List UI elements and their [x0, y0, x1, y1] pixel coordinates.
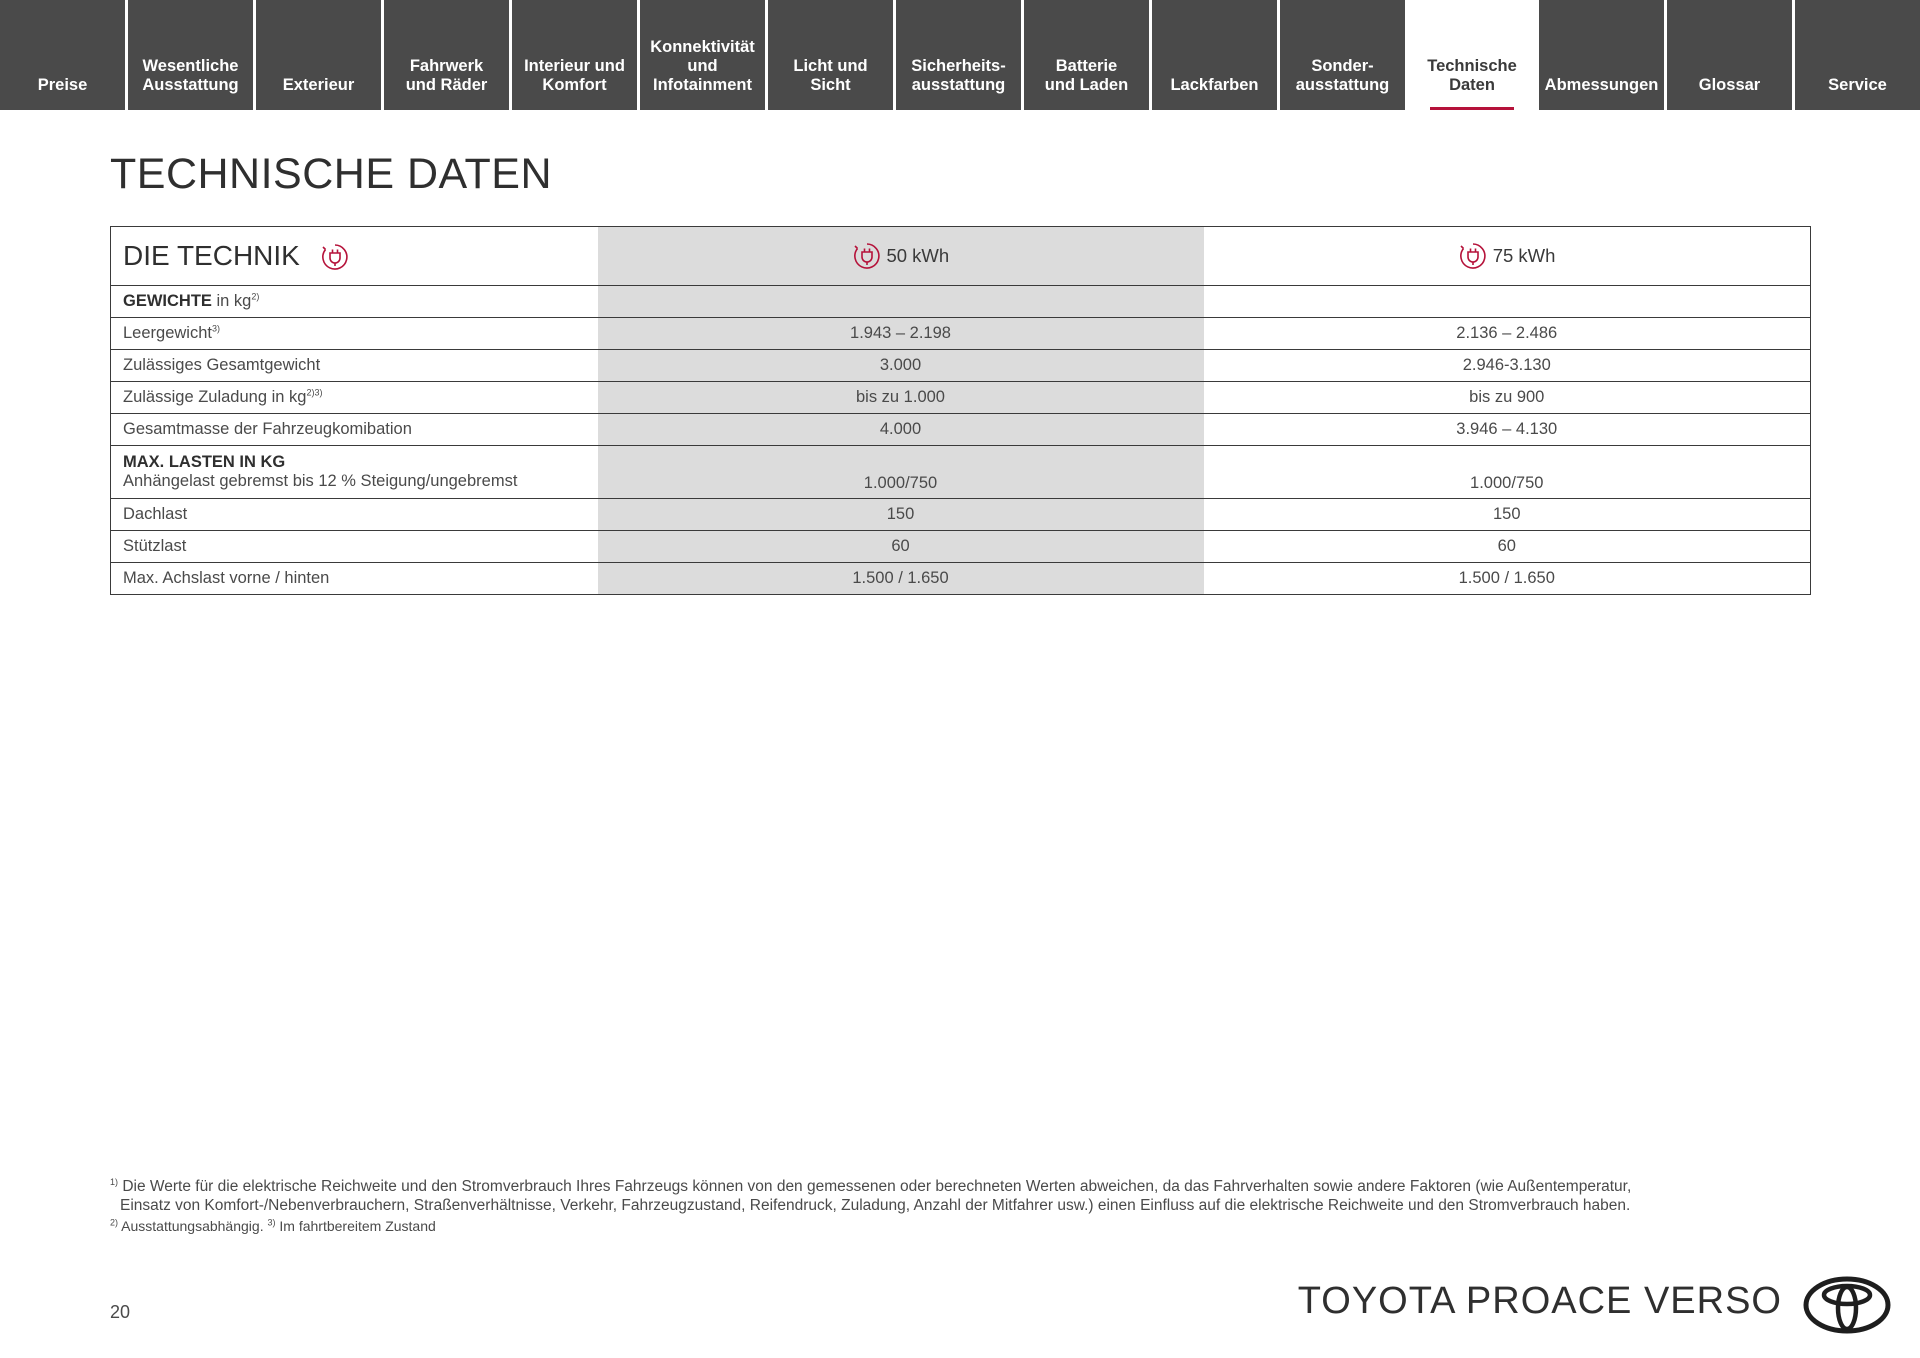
- footnotes: [110, 1177, 1810, 1236]
- tab-sicherheitsausstattung[interactable]: Sicherheits- ausstattung: [896, 0, 1021, 110]
- section-title: MAX. LASTEN IN KG: [123, 453, 286, 471]
- brand-model-name: TOYOTA PROACE VERSO: [1297, 1280, 1782, 1322]
- value-75kwh: 2.946-3.130: [1204, 350, 1811, 382]
- row-name: Max. Achslast vorne / hinten: [123, 569, 330, 587]
- row-name: Anhängelast gebremst bis 12 % Steigung/ungebremst: [123, 472, 518, 490]
- capacity-50-label: 50 kWh: [886, 245, 950, 266]
- section-suffix: in kg: [211, 292, 252, 310]
- footnote-ref: 2)3): [306, 387, 323, 398]
- tab-service[interactable]: Service: [1795, 0, 1920, 110]
- footnote-mark: 1): [110, 1176, 119, 1187]
- row-name: Gesamtmasse der Fahrzeugkomibation: [111, 414, 598, 446]
- footnote-text: Im fahrtbereitem Zustand: [279, 1218, 436, 1234]
- row-name: Leergewicht: [123, 324, 212, 342]
- value-50kwh: 60: [598, 531, 1204, 563]
- ev-plug-icon: [852, 241, 882, 271]
- footnote-1: [110, 1177, 1810, 1196]
- table-row: [111, 531, 1811, 563]
- row-name: Dachlast: [111, 499, 598, 531]
- table-header-75kwh: [1204, 227, 1811, 286]
- value-50kwh: 1.000/750: [598, 446, 1204, 499]
- table-row: [111, 414, 1811, 446]
- row-name: Stützlast: [111, 531, 598, 563]
- page-number: 20: [110, 1302, 131, 1322]
- top-navigation: [0, 0, 1920, 110]
- row-name-cell: [111, 382, 598, 414]
- footnote-text: Die Werte für die elektrische Reichweite und den Stromverbrauch Ihres Fahrzeugs können von den gemessenen oder berechneten Werten abweichen, da das Fahrverhalten sowie andere Faktoren (wie Außentemperatur,: [122, 1178, 1632, 1195]
- footnote-1-continued: Einsatz von Komfort-/Nebenverbrauchern, Straßenverhältnisse, Verkehr, Fahrzeugzustand, Reifendruck, Zuladung, Anzahl der Mitfahrer usw.) einen Einfluss auf die elektrische Reichweite und den Stromverbrauch haben.: [120, 1197, 1631, 1214]
- value-50kwh: bis zu 1.000: [598, 382, 1204, 414]
- table-row: [111, 318, 1811, 350]
- row-name: Zulässiges Gesamtgewicht: [111, 350, 598, 382]
- footnote-mark: 2): [110, 1217, 119, 1228]
- table-row: [111, 350, 1811, 382]
- page-title: TECHNISCHE DATEN: [110, 150, 553, 198]
- value-75kwh: 60: [1204, 531, 1811, 563]
- value-75kwh: bis zu 900: [1204, 382, 1811, 414]
- value-50kwh: 4.000: [598, 414, 1204, 446]
- empty-cell: [598, 286, 1204, 318]
- value-50kwh: 1.943 – 2.198: [598, 318, 1204, 350]
- toyota-logo: [1802, 1275, 1892, 1335]
- table-header-50kwh: [598, 227, 1204, 286]
- tab-fahrwerk-und-raeder[interactable]: Fahrwerk und Räder: [384, 0, 509, 110]
- value-75kwh: 150: [1204, 499, 1811, 531]
- ev-plug-icon: [320, 242, 350, 272]
- section-row-max-lasten: [111, 446, 1811, 499]
- value-75kwh: 3.946 – 4.130: [1204, 414, 1811, 446]
- technical-data-table: [110, 226, 1811, 595]
- tab-glossar[interactable]: Glossar: [1667, 0, 1792, 110]
- section-row-gewichte: [111, 286, 1811, 318]
- section-title-cell: [111, 286, 598, 318]
- ev-plug-icon: [1458, 241, 1488, 271]
- tab-sonderausstattung[interactable]: Sonder- ausstattung: [1280, 0, 1405, 110]
- tab-licht-und-sicht[interactable]: Licht und Sicht: [768, 0, 893, 110]
- tab-abmessungen[interactable]: Abmessungen: [1539, 0, 1664, 110]
- tab-lackfarben[interactable]: Lackfarben: [1152, 0, 1277, 110]
- table-header-label: DIE TECHNIK: [123, 239, 300, 271]
- value-50kwh: 1.500 / 1.650: [598, 563, 1204, 595]
- value-50kwh: 150: [598, 499, 1204, 531]
- table-header-row: [111, 227, 1811, 286]
- empty-cell: [1204, 286, 1811, 318]
- row-name: Zulässige Zuladung in kg: [123, 388, 307, 406]
- section-name-cell: [111, 446, 598, 499]
- value-50kwh: 3.000: [598, 350, 1204, 382]
- table-row: [111, 382, 1811, 414]
- tab-technische-daten[interactable]: Technische Daten: [1408, 0, 1536, 110]
- table-row: [111, 499, 1811, 531]
- tab-preise[interactable]: Preise: [0, 0, 125, 110]
- capacity-75-label: 75 kWh: [1492, 245, 1556, 266]
- footnote-ref: 3): [211, 323, 220, 334]
- value-75kwh: 1.500 / 1.650: [1458, 569, 1555, 587]
- footnote-mark: 3): [267, 1217, 276, 1228]
- tab-konnektivitaet[interactable]: Konnektivität und Infotainment: [640, 0, 765, 110]
- table-header-label-cell: [111, 227, 598, 286]
- footnote-text: Ausstattungsabhängig.: [121, 1218, 264, 1234]
- value-75kwh: 1.000/750: [1204, 446, 1811, 499]
- footnote-2-3: [110, 1217, 1810, 1236]
- value-75kwh: 2.136 – 2.486: [1204, 318, 1811, 350]
- tab-batterie-und-laden[interactable]: Batterie und Laden: [1024, 0, 1149, 110]
- table-row: [111, 563, 1811, 595]
- footnote-ref: 2): [251, 291, 260, 302]
- section-title: GEWICHTE: [123, 292, 212, 310]
- tab-interieur-und-komfort[interactable]: Interieur und Komfort: [512, 0, 637, 110]
- row-name-cell: [111, 318, 598, 350]
- tab-exterieur[interactable]: Exterieur: [256, 0, 381, 110]
- tab-wesentliche-ausstattung[interactable]: Wesentliche Ausstattung: [128, 0, 253, 110]
